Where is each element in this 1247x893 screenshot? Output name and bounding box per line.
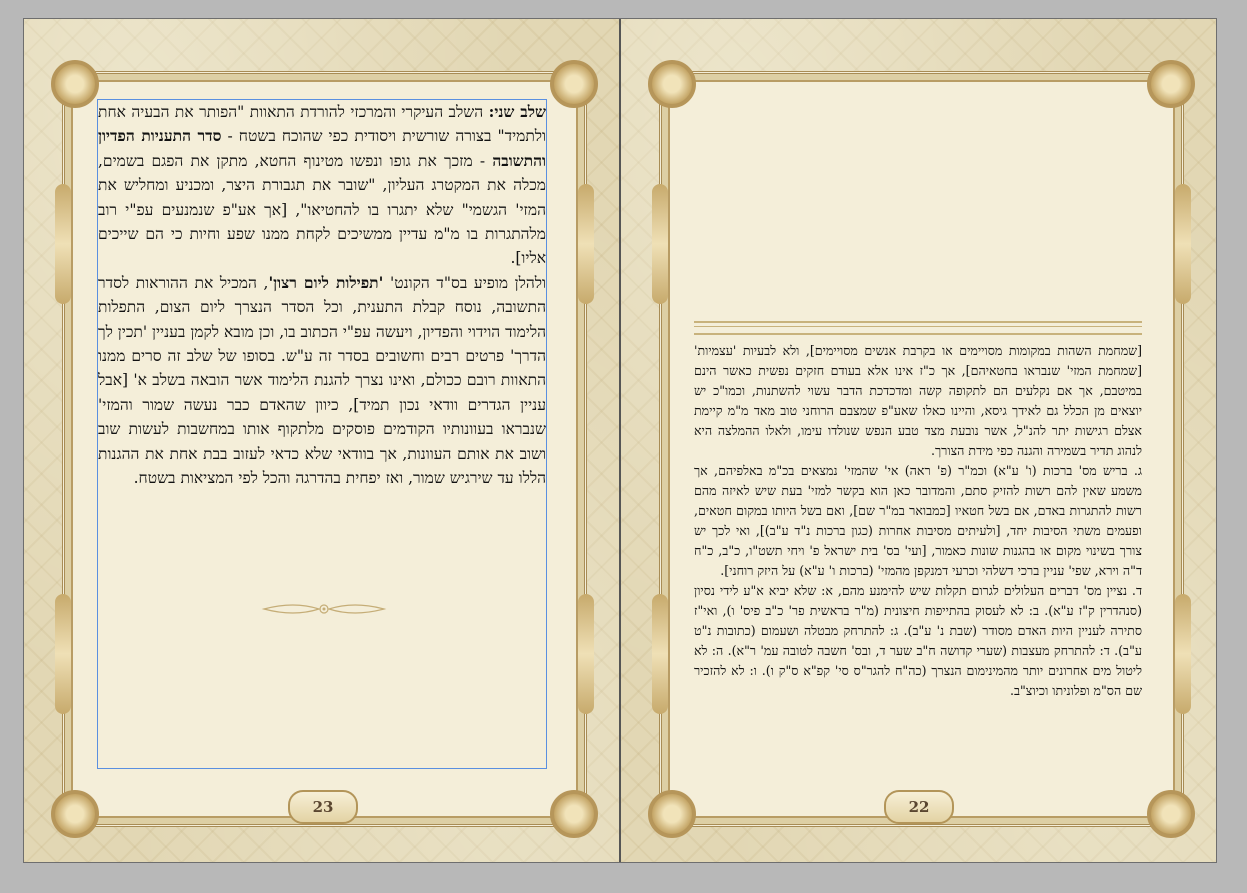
corner-scroll-icon — [648, 60, 696, 108]
body-paragraph — [98, 100, 546, 271]
page-23 — [24, 19, 619, 862]
text-run: - מזכך את גופו ונפשו מטינוף החטא, מתקן את הפגם בשמים, מכלה את המקטרג העליון, "שובר את תגבורת היצר, ומכניע ומחליש את המזי' הגשמי" שלא יתגרו בו להחטיאו", [אך אע"פ שנמנעים עפ"י רוב מלהתגרות בו מ"מ עדיין ממשיכים לקחת ממנו שפע וחיות כי הם שייכים אליו]. — [98, 151, 546, 268]
page-number: 22 — [884, 790, 954, 824]
side-ornament — [578, 184, 594, 304]
footnote-paragraph: ד. נציין מס' דברים העלולים לגרום תקלות שיש להימנע מהם, א: שלא יביא א"ע לידי נסיון (סנהדרין ק"ז ע"א). ב: לא לעסוק בהתייפות חיצונית (מ"ר בראשית פר' כ"ב פיס' ו), ואי"ז סתירה לעניין היות האדם מסודר (שבת נ' ע"ב). ג: להתרחק מבטלה ושעמום (כתובות נ"ט ע"ב). ד: להתרחק מעצבות (שערי קדושה ח"ב שער ד, ובס' חשבה לטובה עמ' ר"א). ה: לא ליטול מים אחרונים יותר מהמינימום הנצרך (כה"ח להגר"ס סי' קפ"א ס"ק ו). ו: לא להזכיר שם הס"מ ופלוניתו וכיוצ"ב. — [694, 583, 1142, 698]
corner-scroll-icon — [1147, 790, 1195, 838]
selected-text-frame[interactable] — [97, 99, 547, 769]
page-number: 23 — [288, 790, 358, 824]
text-run: , המכיל את ההוראות לסדר התשובה, נוסח קבלת התענית, וכל הסדר הנצרך ליום הצום, התפלות הלימוד הוידוי והפדיון, ויעשה עפ"י הכתוב בו, וכן מובא לקמן בעניין 'תכין לך הדרך' פרטים רבים וחשובים בסדר זה ע"ש. בסופו של שלב זה סרים ממנו התאוות רובם ככולם, ואינו נצרך להגנת הלימוד אשר הובאה בשלב א' [אבל עניין הגדרים וודאי נכון תמיד], כיוון שהאדם כבר נעשה שמור והמזי' שנבראו בעוונותיו הקודמים פוסקים מלתקוף אותו במחשבות לעשות שוב ושוב את אותם העוונות, אך בוודאי שלא כדאי לעזוב בבת אחת את ההגנות הללו עד שירגיש שמור, ואז יפחית בהדרגה והכל לפי המציאות בשטח. — [98, 273, 546, 488]
corner-scroll-icon — [550, 60, 598, 108]
side-ornament — [1175, 184, 1191, 304]
side-ornament — [55, 594, 71, 714]
side-ornament — [1175, 594, 1191, 714]
center-flourish-icon — [259, 599, 389, 619]
footnotes-text[interactable] — [694, 341, 1142, 781]
corner-scroll-icon — [648, 790, 696, 838]
text-run: ולהלן מופיע בס"ד הקונט' — [383, 273, 546, 292]
text-run: השלב העיקרי והמרכזי להורדת התאוות "הפותר את הבעיה אחת ולתמיד" בצורה שורשית ויסודית כפי שהוכח בשטח - — [98, 103, 547, 146]
footnote-paragraph: ג. בריש מס' ברכות (ו' ע"א) וכמ"ר (פ' ראה) אי' שהמזי' נמצאים בכ"מ באלפיהם, אך משמע שאין להם רשות להזיק סתם, והמדובר כאן הוא בקשר למזי' בעת שיש לאיזה מהם רשות להתגרות באדם, אם בשל חטאיו [כמבואר במ"ר שם], ואם בשל היותו במקום חטאים, ופעמים משתי הסיבות יחד, [ולעיתים מסיבות אחרות (כגון ברכות נ"ד ע"ב)], ואי לכך יש צורך בשינוי מקום או בהגנות שונות כאמור, [ועי' בס' בית ישראל פ' ויחי תשט"ו, כ"ב, כ"ח ד"ה וירא, שפי' עניין ברכי דשלהי וכרעי דמנקפן מהמזי' (ברכות ו' ע"א) על היזק רוחני]. — [694, 463, 1142, 578]
footnote-separator — [694, 321, 1142, 335]
corner-scroll-icon — [51, 60, 99, 108]
corner-scroll-icon — [1147, 60, 1195, 108]
side-ornament — [55, 184, 71, 304]
corner-scroll-icon — [51, 790, 99, 838]
bold-run: 'תפילות ליום רצון' — [268, 272, 384, 292]
side-ornament — [652, 184, 668, 304]
side-ornament — [578, 594, 594, 714]
bold-run: סדר התעניות הפדיון והתשובה — [98, 126, 546, 170]
corner-scroll-icon — [550, 790, 598, 838]
book-spread — [23, 18, 1217, 863]
bold-run: שלב שני: — [488, 102, 546, 121]
body-paragraph — [98, 271, 546, 491]
footnote-paragraph: [שמחמת השהות במקומות מסויימים או בקרבת אנשים מסויימים], ולא לבעיות 'עצמיות' [שמחמת המזי' שנבראו בחטאיהם], אך כ"ז אינו אלא בעודם חזקים נפשית כאשר הינם במיטבם, אך אם נקלעים הם לתקופה קשה ומדכדכת הדבר עשוי להשתנות, וכמו"כ יש יוצאים מן הכלל גם לאידך גיסא, והיינו כאלו שאע"פ שמצבם הרוחני טוב מאד מ"מ קיימת אצלם רגישות יתר להנ"ל, אשר נובעת מצד טבע הנפש שנולדו עימו, ולאלו ההמלצה היא לנהוג תדיר בשמירה והגנה כפי מידת הצורך. — [694, 343, 1142, 458]
side-ornament — [652, 594, 668, 714]
